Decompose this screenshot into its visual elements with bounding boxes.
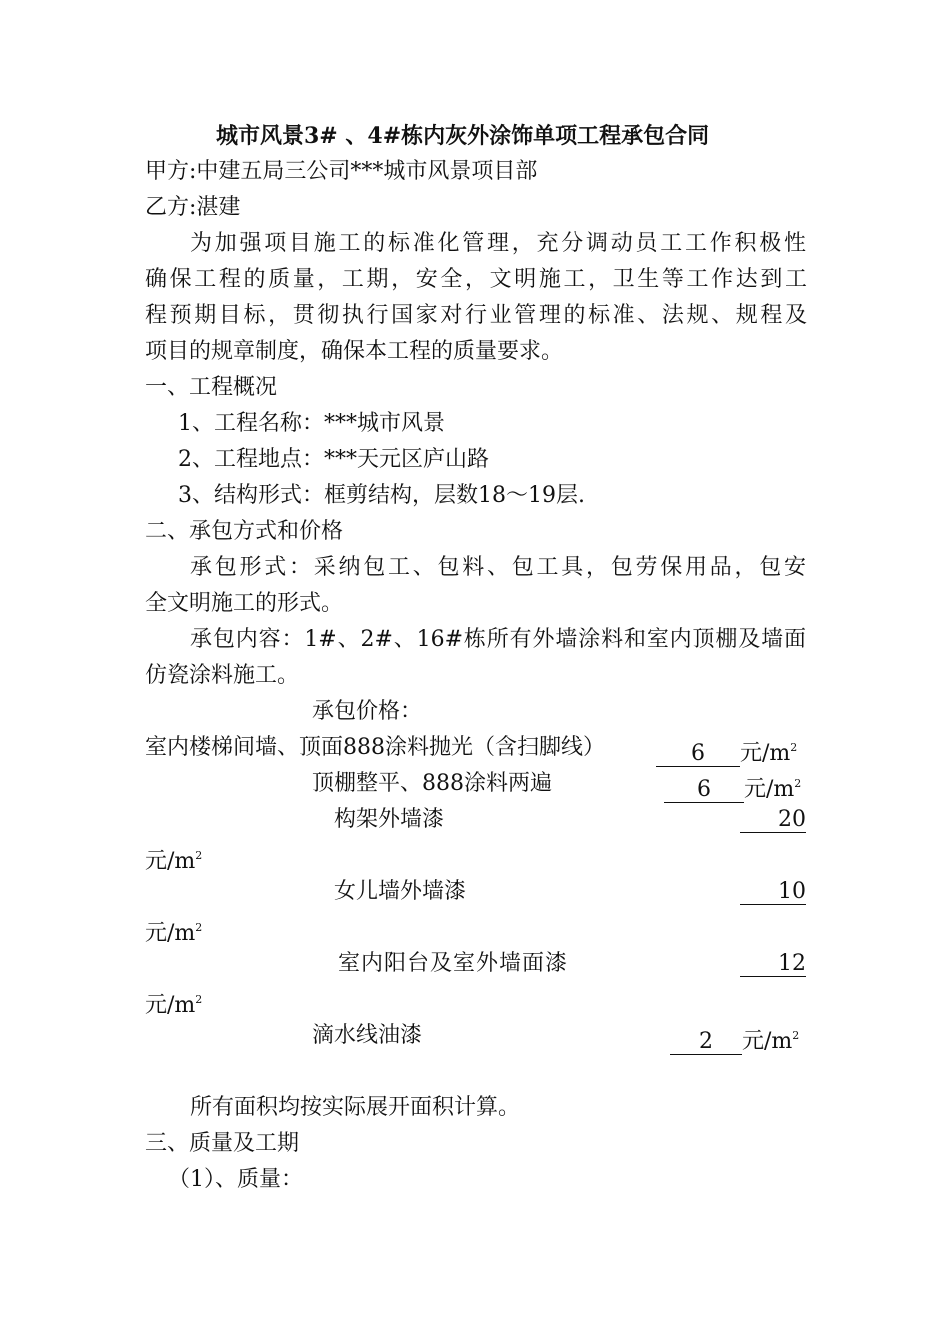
price-unit: 元/m (744, 777, 795, 802)
contract-form-line-2: 全文明施工的形式。 (145, 591, 344, 616)
price-item: 顶棚整平、888涂料两遍 (312, 771, 552, 796)
intro-line-2: 确保工程的质量，工期，安全，文明施工，卫生等工作达到工 (145, 267, 807, 292)
unit-superscript: 2 (794, 777, 802, 790)
price-value: 20 (740, 808, 806, 833)
unit-superscript: 2 (790, 741, 798, 754)
party-a: 甲方:中建五局三公司***城市风景项目部 (145, 159, 538, 184)
price-item: 滴水线油漆 (312, 1023, 423, 1048)
price-item: 室内楼梯间墙、顶面888涂料抛光（含扫脚线） (145, 735, 605, 760)
price-value-row (670, 1022, 799, 1056)
price-value-row (664, 770, 801, 804)
document-title: 城市风景3# 、4#栋内灰外涂饰单项工程承包合同 (216, 123, 710, 149)
project-location: 2、工程地点：***天元区庐山路 (178, 447, 489, 472)
price-value: 2 (670, 1030, 742, 1055)
price-unit: 元/m (145, 849, 196, 874)
price-value: 6 (656, 742, 740, 767)
intro-line-4: 项目的规章制度，确保本工程的质量要求。 (145, 339, 564, 364)
party-b: 乙方:湛建 (145, 195, 241, 220)
contract-form-line-1: 承包形式：采纳包工、包料、包工具，包劳保用品，包安 (190, 555, 806, 580)
price-value: 10 (740, 880, 806, 905)
price-heading: 承包价格： (312, 699, 423, 724)
price-item: 室内阳台及室外墙面漆 (338, 951, 569, 976)
price-item: 女儿墙外墙漆 (334, 879, 467, 904)
price-unit: 元/m (145, 921, 196, 946)
area-calculation-note: 所有面积均按实际展开面积计算。 (190, 1095, 521, 1120)
section-3-heading: 三、质量及工期 (145, 1131, 300, 1156)
price-unit-wrapped (145, 914, 202, 948)
quality-subheading: （1）、质量： (168, 1167, 303, 1192)
unit-superscript: 2 (195, 921, 203, 934)
price-unit: 元/m (742, 1029, 793, 1054)
price-value-row (740, 950, 806, 978)
price-unit-wrapped (145, 986, 202, 1020)
unit-superscript: 2 (195, 849, 203, 862)
project-name: 1、工程名称：***城市风景 (178, 411, 445, 436)
section-1-heading: 一、工程概况 (145, 375, 278, 400)
price-value-row (740, 806, 806, 834)
contract-content-line-2: 仿瓷涂料施工。 (145, 663, 300, 688)
intro-line-1: 为加强项目施工的标准化管理，充分调动员工工作积极性 (190, 231, 806, 256)
price-unit: 元/m (740, 741, 791, 766)
structure-type: 3、结构形式：框剪结构，层数18～19层. (178, 483, 585, 508)
price-unit: 元/m (145, 993, 196, 1018)
price-value-row (656, 734, 797, 768)
price-value-row (740, 878, 806, 906)
contract-content-line-1: 承包内容：1#、2#、16#栋所有外墙涂料和室内顶棚及墙面 (190, 627, 806, 652)
price-item: 构架外墙漆 (334, 807, 445, 832)
intro-line-3: 程预期目标，贯彻执行国家对行业管理的标准、法规、规程及 (145, 303, 807, 328)
unit-superscript: 2 (195, 993, 203, 1006)
unit-superscript: 2 (792, 1029, 800, 1042)
price-value: 6 (664, 778, 744, 803)
section-2-heading: 二、承包方式和价格 (145, 519, 344, 544)
price-unit-wrapped (145, 842, 202, 876)
price-value: 12 (740, 952, 806, 977)
